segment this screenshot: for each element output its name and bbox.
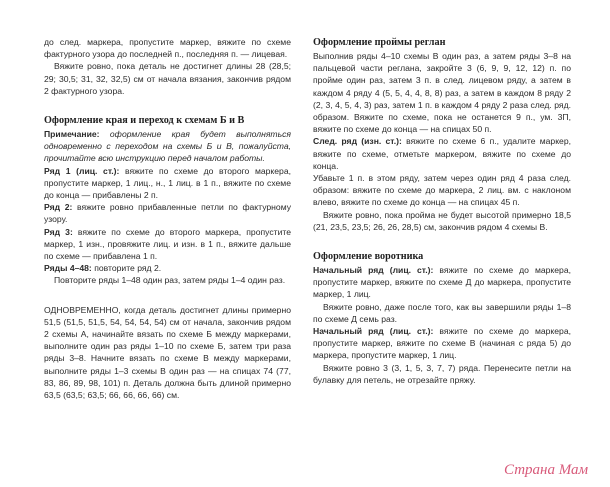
raglan-heading: Оформление проймы реглан: [313, 37, 446, 48]
row-2-label: Ряд 2:: [44, 202, 73, 213]
edge-section-heading: Оформление края и переход к схемам Б и В: [44, 115, 245, 127]
row-3: [44, 226, 291, 263]
start-row-1: [313, 264, 571, 301]
right-column: [313, 36, 571, 386]
next-row-paragraph: [313, 135, 571, 172]
repeat-paragraph: Повторите ряды 1–48 один раз, затем ряды 1–4 один раз.: [54, 275, 286, 286]
next-row-text: вяжите по схеме 6 п., удалите маркер, вяжите по схеме, отметьте маркером, вяжите по схеме до конца.: [313, 136, 571, 171]
simultaneously-paragraph: ОДНОВРЕМЕННО, когда деталь достигнет длины примерно 51,5 (51,5, 51,5, 54, 54, 54, 54) см от начала, закончив рядом 2 схемы А, начинайте вязать по схеме Б между маркерами, выполните один раз ряды 1–10 по схеме Б, затем три раза ряды 3–8. Начните вязать по схеме В между маркерами, выполните ряды 1–3 схемы В один раз — на спицах 74 (77, 83, 86, 89, 98, 101) п. Деталь должна быть длиной примерно 63,5 (63,5; 63,5; 66, 66, 66, 66) см.: [44, 304, 291, 401]
note-paragraph: [44, 128, 291, 165]
row-2-text: вяжите ровно прибавленные петли по фактурному узору.: [44, 202, 291, 225]
start-row-1-label: Начальный ряд (лиц. ст.):: [313, 265, 434, 276]
note-text: оформление края будет выполняться одновременно с переходом на схемы Б и В, пожалуйста, прочитайте всю инструкцию перед началом работы.: [44, 129, 291, 164]
even-paragraph: Вяжите ровно, даже после того, как вы завершили ряды 1–8 по схеме Д семь раз.: [313, 301, 571, 324]
straight-paragraph: Вяжите ровно, пока пройма не будет высотой примерно 18,5 (21, 23,5, 23,5; 26, 26, 28,5) см, закончив рядом 4 схемы В.: [313, 209, 571, 232]
next-row-label: След. ряд (изн. ст.):: [313, 136, 402, 147]
note-label: Примечание:: [44, 129, 100, 140]
final-paragraph: Вяжите ровно 3 (3, 1, 5, 3, 7, 7) ряда. Перенесите петли на булавку для петель, не отрезайте пряжу.: [313, 362, 571, 385]
row-2: [44, 201, 291, 225]
row-3-text: вяжите по схеме до второго маркера, пропустите маркер, 1 изн., провяжите лиц. и изн. в 1 п., вяжите дальше по схеме — прибавлена 1 п.: [44, 226, 291, 262]
start-row-2: [313, 325, 571, 362]
start-row-1-text: вяжите по схеме до маркера, пропустите маркер, вяжите по схеме Д до маркера, пропустите маркер, 1 лиц.: [313, 265, 572, 300]
intro-paragraph-1: до след. маркера, пропустите маркер, вяжите по схеме фактурного узора до последней п., последняя п. — лицевая.: [44, 37, 291, 60]
site-watermark: Страна Мам: [504, 462, 589, 478]
collar-heading: Оформление воротника: [313, 251, 424, 263]
raglan-paragraph: Выполнив ряды 4–10 схемы В один раз, а затем ряды 3–8 на пальцевой части реглана, закройте 3 (6, 9, 9, 12, 12) п. по пройме один раз, затем 3 п. в след. лицевом ряду, а затем в каждом 4 ряду 4 (5, 5, 4, 4, 8, 8) раз, а затем в каждом 8 ряду 2 (2, 3, 4, 5, 4, 3) раз, затем 1 п. в каждом 4 ряду 2 раза след. ряд. образом. Вяжите по схеме, пока не останется 9 п., ум. 3П, вяжите по схеме до конца — на спицах 50 п.: [313, 51, 571, 135]
left-column: [44, 36, 291, 401]
row-1-label: Ряд 1 (лиц. ст.):: [44, 165, 120, 176]
intro-paragraph-2: Вяжите ровно, пока деталь не достигнет длины 28 (28,5; 29; 30,5; 31, 32, 32,5) см от начала вязания, закончив рядом 2 фактурного узора.: [44, 61, 291, 96]
start-row-2-text: вяжите по схеме до маркера, пропустите маркер, вяжите по схеме В (начиная с ряда 5) до маркера, пропустите маркер, 1 лиц.: [313, 326, 572, 361]
rows-4-48: [44, 262, 291, 274]
rows-4-48-text: повторите ряд 2.: [94, 263, 162, 274]
row-1: [44, 165, 291, 202]
decrease-paragraph: Убавьте 1 п. в этом ряду, затем через один ряд 4 раза след. образом: вяжите по схеме до маркера, 2 лиц. вм. с наклоном влево, вяжите по схеме до конца — на спицах 45 п.: [313, 173, 571, 208]
start-row-2-label: Начальный ряд (лиц. ст.):: [313, 326, 434, 337]
row-3-label: Ряд 3:: [44, 226, 73, 237]
rows-4-48-label: Ряды 4–48:: [44, 263, 92, 274]
row-1-text: вяжите по схеме до второго маркера, пропустите маркер, 1 лиц., н., 1 лиц. в 1 п., вяжите по схеме до конца — прибавлены 2 п.: [44, 165, 292, 201]
